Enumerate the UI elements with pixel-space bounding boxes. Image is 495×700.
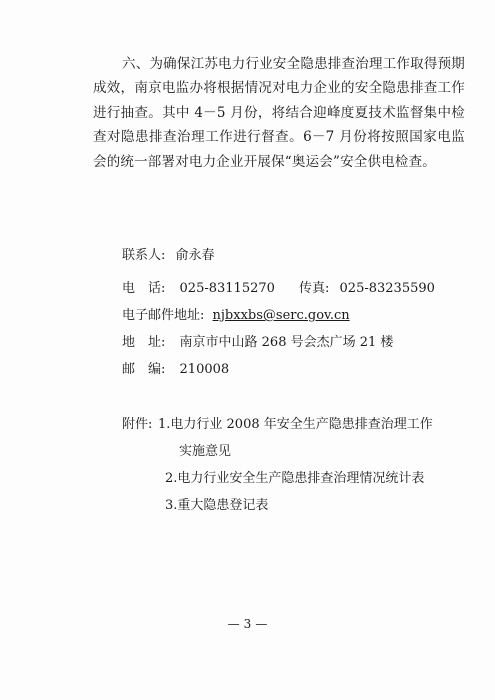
phone-value: 025-83115270 bbox=[179, 281, 275, 296]
attachment-number: 1. bbox=[158, 417, 171, 432]
fax-row bbox=[299, 280, 435, 298]
contact-person-row bbox=[122, 247, 215, 265]
fax-label: 传真: bbox=[299, 281, 330, 296]
attachment-item-1 bbox=[158, 416, 433, 434]
attachment-item-2 bbox=[165, 470, 424, 488]
fax-value: 025-83235590 bbox=[339, 281, 435, 296]
page-number bbox=[0, 616, 495, 632]
page-number-value: 3 bbox=[243, 617, 252, 631]
postcode-value: 210008 bbox=[179, 362, 230, 377]
contact-person-label: 联系人: bbox=[122, 248, 166, 263]
email-link[interactable]: njbxxbs@serc.gov.cn bbox=[212, 308, 350, 323]
page-number-left-dash: — bbox=[227, 617, 240, 631]
attachment-title: 电力行业安全生产隐患排查治理情况统计表 bbox=[177, 471, 425, 486]
attachment-item-3 bbox=[165, 497, 268, 515]
phone-row bbox=[122, 280, 275, 298]
attachment-number: 3. bbox=[165, 498, 178, 513]
email-label: 电子邮件地址: bbox=[122, 308, 205, 323]
phone-label: 电 话: bbox=[122, 281, 166, 296]
postcode-label: 邮 编: bbox=[122, 362, 166, 377]
body-paragraph: 六、为确保江苏电力行业安全隐患排查治理工作取得预期成效，南京电监办将根据情况对电力企业的安全隐患排查工作进行抽查。其中 4－5 月份，将结合迎峰度夏技术监督集中检查对隐患排查治理工作进行督查。6－7 月份将按照国家电监会的统一部署对电力企业开展保“奥运会”安全供电检查。 bbox=[93, 56, 465, 170]
attachment-title: 重大隐患登记表 bbox=[177, 498, 269, 513]
page-number-right-dash: — bbox=[255, 617, 268, 631]
address-value: 南京市中山路 268 号会杰广场 21 楼 bbox=[179, 335, 394, 350]
address-label: 地 址: bbox=[122, 335, 166, 350]
postcode-row bbox=[122, 361, 229, 379]
attachment-title: 电力行业 2008 年安全生产隐患排查治理工作 bbox=[170, 417, 433, 432]
address-row bbox=[122, 334, 393, 352]
email-row bbox=[122, 307, 350, 325]
attachment-number: 2. bbox=[165, 471, 178, 486]
attachment-item-1-continued: 实施意见 bbox=[179, 444, 232, 459]
contact-person-value: 俞永春 bbox=[175, 248, 215, 263]
attachments-label: 附件: bbox=[122, 417, 153, 432]
